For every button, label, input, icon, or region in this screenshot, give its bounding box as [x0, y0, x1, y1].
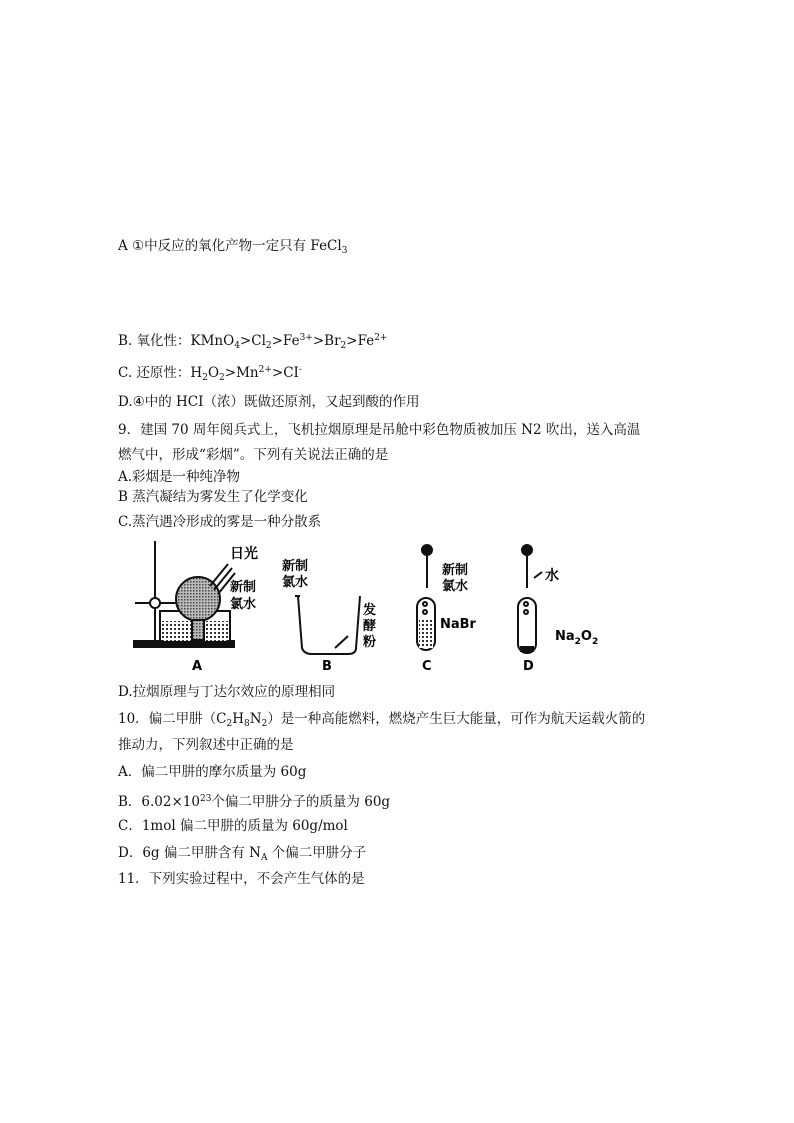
q10-stem-line1: 10．偏二甲肼$(C_2H_8N_2)$是一种高能燃料，燃烧产生巨大能量，可作为航天运载火箭的: [118, 711, 646, 729]
apparatus-b: [295, 596, 360, 654]
q10-option-d: D．6g 偏二甲肼含有 $N_A$ 个偏二甲肼分子: [118, 845, 367, 863]
label-d: D: [523, 659, 534, 674]
label-nabr: NaBr: [440, 617, 476, 632]
label-chlorine-water-a2: 氯水: [230, 597, 257, 612]
label-ferment-3: 粉: [363, 635, 377, 650]
q10-option-a: A．偏二甲肼的摩尔质量为 60g: [118, 764, 307, 780]
apparatus-d: [518, 545, 542, 653]
apparatus-a: [134, 541, 235, 647]
label-sunlight: 日光: [230, 546, 258, 562]
q8-option-a: A ①中反应的氧化产物一定只有 FeCl$_3$: [118, 238, 348, 256]
q11-stem: 11．下列实验过程中，不会产生气体的是: [118, 871, 365, 887]
q8-option-d: D.④中的 HCI（浓）既做还原剂，又起到酸的作用: [118, 394, 420, 410]
label-water: 水: [545, 568, 559, 584]
label-chlorine-water-c2: 氯水: [442, 579, 469, 594]
label-ferment-1: 发: [363, 603, 377, 618]
label-chlorine-water-c1: 新制: [442, 563, 469, 578]
label-ferment-2: 酵: [363, 619, 377, 634]
label-a: A: [192, 659, 203, 674]
q9-option-c: C.蒸汽遇冷形成的雾是一种分散系: [118, 514, 322, 530]
label-na2o2: $Na_2O_2$: [555, 629, 599, 647]
label-chlorine-water-b2: 氯水: [282, 575, 309, 590]
label-b: B: [322, 659, 332, 674]
q9-stem-line2: 燃气中，形成“彩烟”。下列有关说法正确的是: [118, 447, 389, 463]
label-c: C: [422, 659, 432, 674]
q9-option-a: A.彩烟是一种纯净物: [118, 469, 241, 485]
q8-option-b: B. 氧化性：$KMnO_4>Cl_2>Fe^{3+}>Br_2>Fe^{2+}$: [118, 333, 388, 351]
q9-option-b: B 蒸汽凝结为雾发生了化学变化: [118, 489, 308, 505]
q10-stem-line2: 推动力，下列叙述中正确的是: [118, 737, 294, 753]
apparatus-c: [417, 545, 435, 650]
q10-option-b: B．$6.02\times 10^{23}$个偏二甲肼分子的质量为 60g: [118, 794, 391, 810]
label-chlorine-water-b1: 新制: [282, 559, 309, 574]
q9-option-d: D.拉烟原理与丁达尔效应的原理相同: [118, 684, 336, 700]
q8-option-c: C. 还原性：$H_2O_2>Mn^{2+}>CI^-$: [118, 365, 302, 383]
label-chlorine-water-a1: 新制: [230, 580, 257, 595]
q10-option-c: C．1mol 偏二甲肼的质量为 60g/mol: [118, 818, 348, 834]
experiment-figure: [130, 536, 620, 676]
q9-stem-line1: 9．建国 70 周年阅兵式上，飞机拉烟原理是吊舱中彩色物质被加压 N2 吹出，送入高温: [118, 422, 641, 438]
